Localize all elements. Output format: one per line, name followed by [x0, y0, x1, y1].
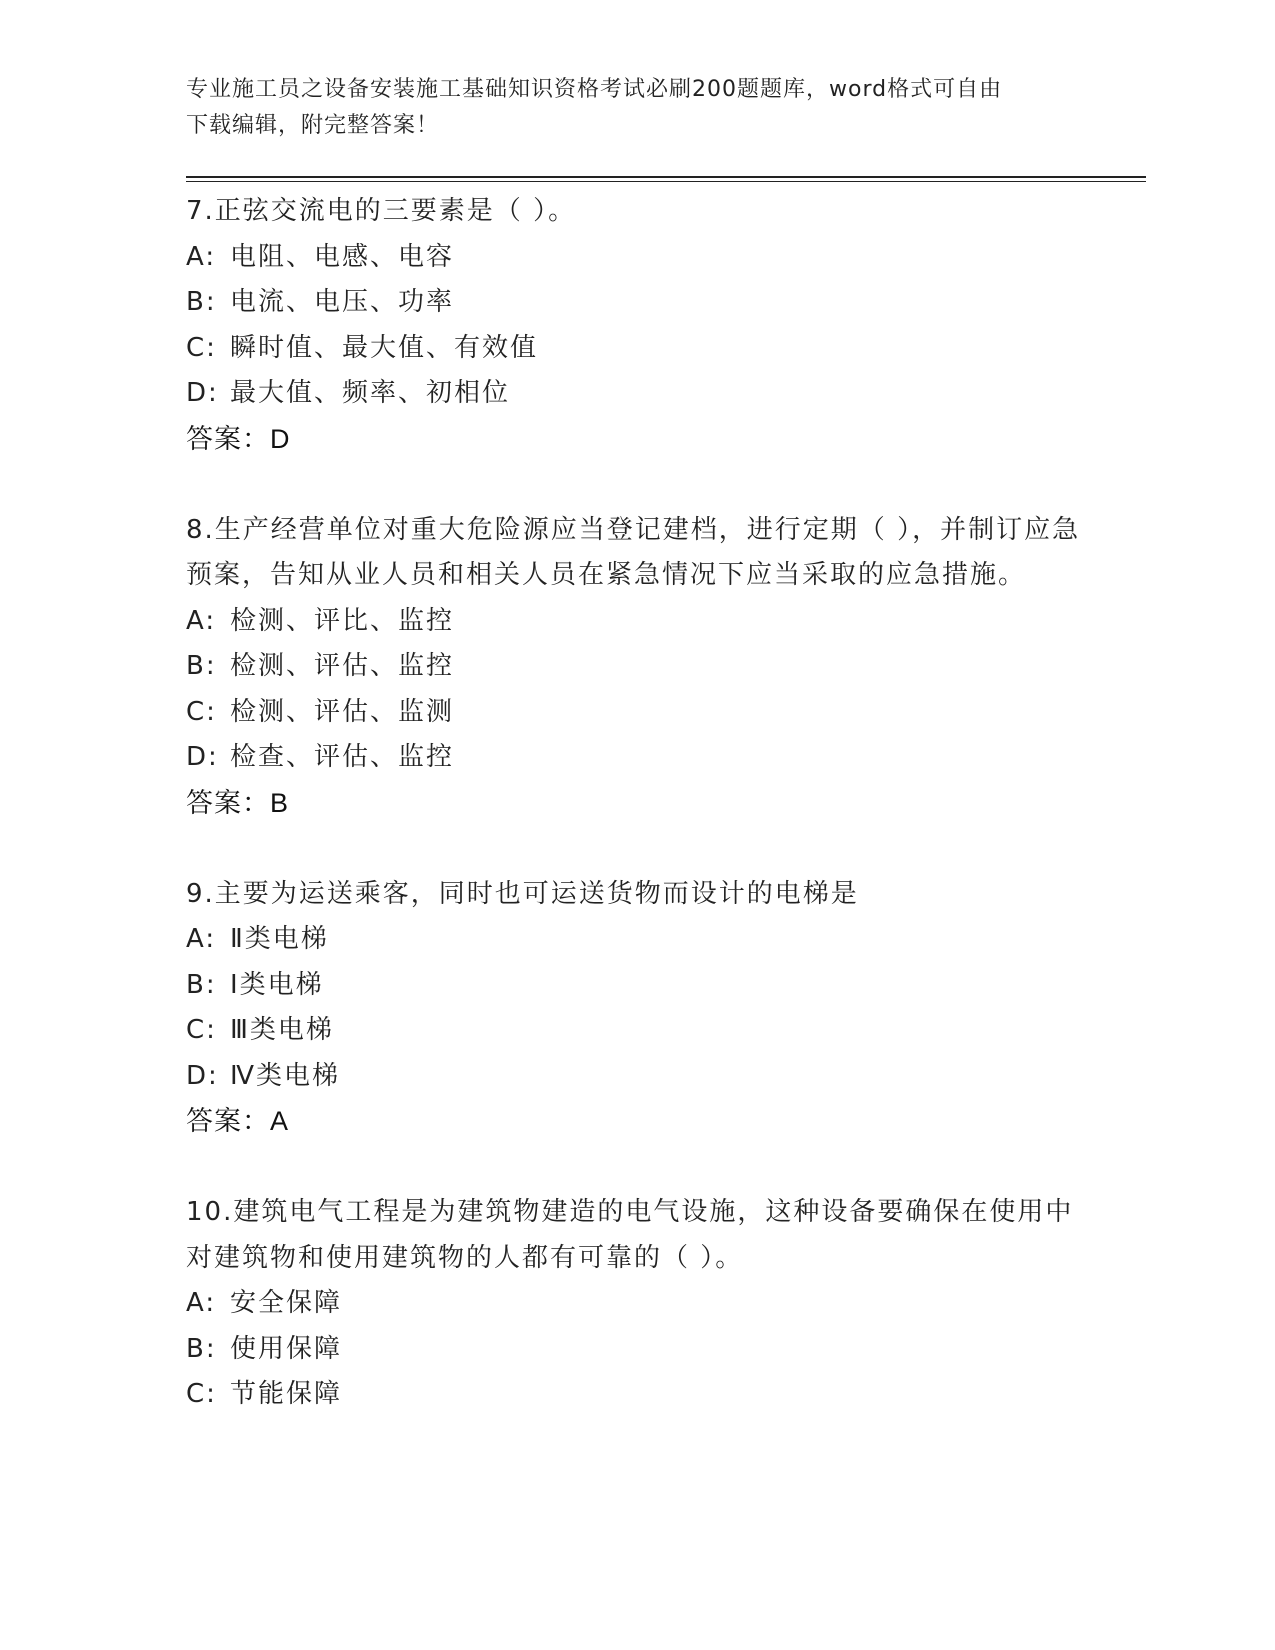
- option-key: C:: [186, 1379, 217, 1409]
- option-b: [186, 644, 1086, 690]
- question-8: [186, 508, 1086, 827]
- option-key: D:: [186, 742, 219, 772]
- question-stem: 9.主要为运送乘客，同时也可运送货物而设计的电梯是: [186, 878, 859, 909]
- option-d: [186, 371, 1086, 417]
- option-text: Ⅲ类电梯: [230, 1015, 334, 1045]
- option-text: 使用保障: [230, 1333, 343, 1364]
- option-text: 检测、评比、监控: [230, 605, 455, 636]
- option-d: [186, 735, 1086, 781]
- option-key: B:: [186, 969, 217, 1000]
- option-text: 检查、评估、监控: [230, 742, 455, 772]
- option-a: [186, 235, 1086, 281]
- option-key: C:: [186, 332, 217, 363]
- option-b: [186, 1327, 1086, 1373]
- header-divider-thin: [186, 181, 1146, 182]
- option-b: [186, 280, 1086, 326]
- document-header: [186, 72, 1066, 144]
- question-stem: 7.正弦交流电的三要素是（ ）。: [186, 196, 577, 226]
- answer-line: 答案：A: [186, 1106, 290, 1136]
- option-key: B:: [186, 287, 217, 317]
- option-c: [186, 1372, 1086, 1418]
- option-key: B:: [186, 651, 217, 681]
- question-stem: 10.建筑电气工程是为建筑物建造的电气设施，这种设备要确保在使用中对建筑物和使用建筑物的人都有可靠的（ ）。: [186, 1197, 1074, 1273]
- option-text: 最大值、频率、初相位: [230, 378, 511, 408]
- option-a: [186, 599, 1086, 645]
- option-c: [186, 326, 1086, 372]
- option-d: [186, 1054, 1086, 1100]
- header-divider-thick: [186, 176, 1146, 178]
- question-list: [186, 189, 1086, 1418]
- question-7: [186, 189, 1086, 462]
- option-text: Ⅱ类电梯: [230, 924, 329, 954]
- option-key: D:: [186, 378, 219, 408]
- header-line-2: 下载编辑，附完整答案！: [186, 113, 440, 138]
- option-key: C:: [186, 1015, 217, 1045]
- answer-line: 答案：B: [186, 787, 290, 818]
- option-text: 节能保障: [230, 1379, 343, 1409]
- option-key: A:: [186, 924, 217, 954]
- option-key: C:: [186, 696, 217, 727]
- question-9: [186, 872, 1086, 1145]
- option-key: D:: [186, 1060, 219, 1091]
- question-stem: 8.生产经营单位对重大危险源应当登记建档，进行定期（ ），并制订应急预案，告知从业人员和相关人员在紧急情况下应当采取的应急措施。: [186, 514, 1081, 590]
- question-10: [186, 1190, 1086, 1418]
- option-text: Ⅰ类电梯: [230, 969, 324, 1000]
- option-key: A:: [186, 241, 217, 272]
- option-key: A:: [186, 605, 217, 636]
- option-c: [186, 690, 1086, 736]
- option-b: [186, 963, 1086, 1009]
- option-key: B:: [186, 1333, 217, 1364]
- option-a: [186, 1281, 1086, 1327]
- option-text: Ⅳ类电梯: [230, 1060, 340, 1091]
- option-c: [186, 1008, 1086, 1054]
- option-text: 检测、评估、监测: [230, 696, 455, 727]
- option-key: A:: [186, 1288, 217, 1318]
- option-text: 电阻、电感、电容: [230, 241, 455, 272]
- header-line-1: 专业施工员之设备安装施工基础知识资格考试必刷200题题库，word格式可自由: [186, 77, 1003, 102]
- option-text: 电流、电压、功率: [230, 287, 455, 317]
- answer-line: 答案：D: [186, 423, 291, 454]
- option-a: [186, 917, 1086, 963]
- option-text: 瞬时值、最大值、有效值: [230, 332, 539, 363]
- option-text: 检测、评估、监控: [230, 651, 455, 681]
- option-text: 安全保障: [230, 1288, 343, 1318]
